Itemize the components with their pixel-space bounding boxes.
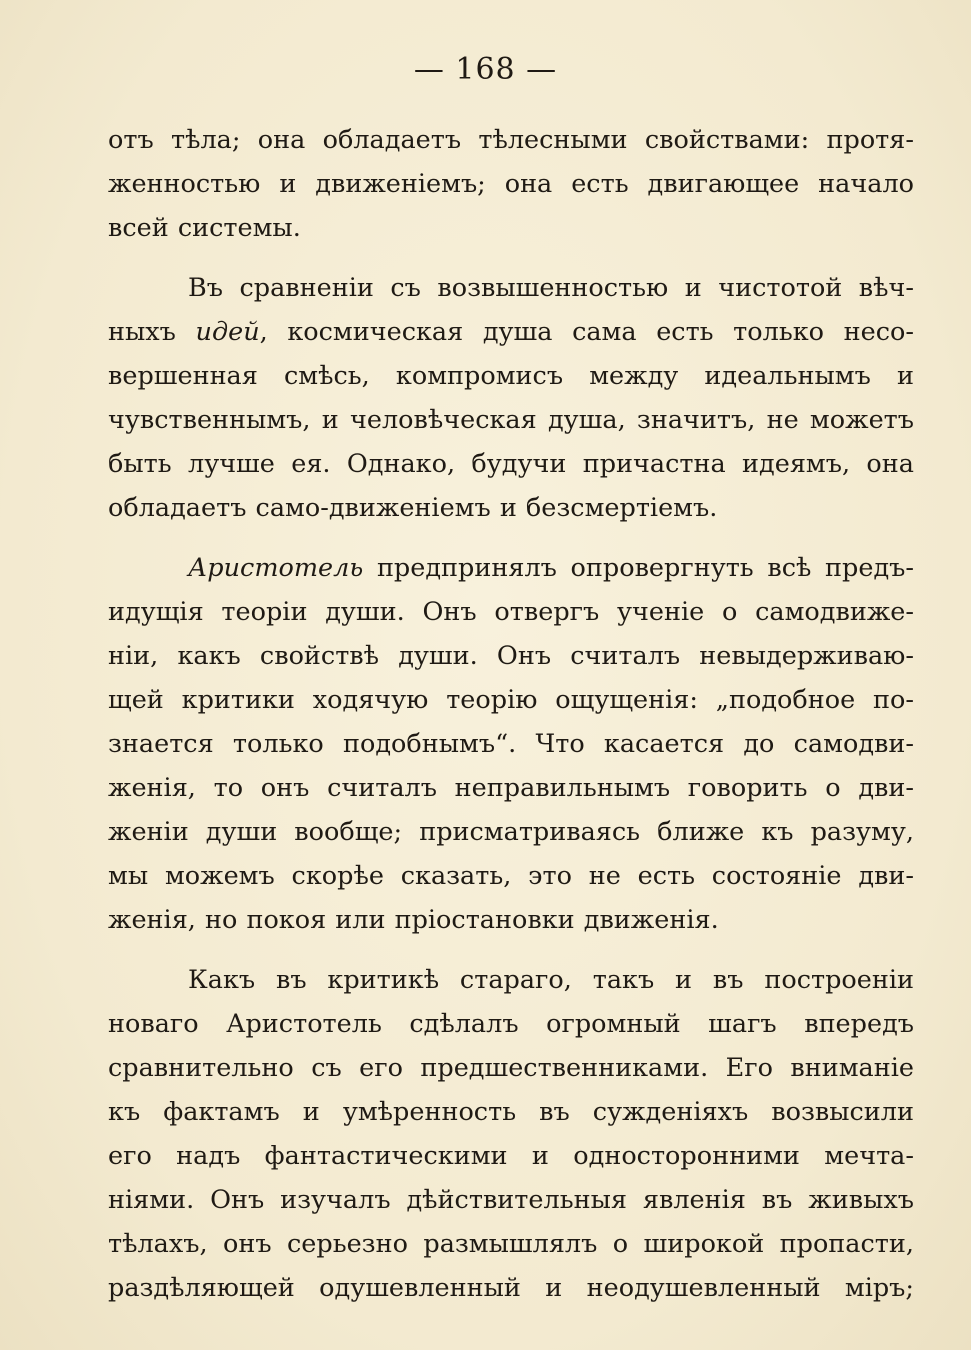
page-number: — 168 — [413,52,558,87]
text-line: обладаетъ само-движеніемъ и безсмертіемъ. [108,493,718,523]
text-line: идущія теоріи души. Онъ отвергъ ученіе о самодвиже- [108,597,914,627]
body-text [108,118,914,1310]
text-line: ныхъ идей, космическая душа сама есть только несо- [108,317,914,347]
paragraph-4 [108,958,914,1310]
text-line: женія, то онъ считалъ неправильнымъ говорить о дви- [108,773,914,803]
text-line: отъ тѣла; она обладаетъ тѣлесными свойствами: протя- [108,125,914,155]
text-line: къ фактамъ и умѣренность въ сужденіяхъ возвысили [108,1097,914,1127]
text-line: ніи, какъ свойствѣ души. Онъ считалъ невыдерживаю- [108,641,914,671]
text-line: Аристотель предпринялъ опровергнуть всѣ предъ- [188,553,914,583]
text-line: ніями. Онъ изучалъ дѣйствительныя явленія въ живыхъ [108,1185,914,1215]
paragraph-2 [108,266,914,530]
italic-term: идей [195,317,260,347]
text-line: щей критики ходячую теорію ощущенія: „подобное по- [108,685,914,715]
text-line: вершенная смѣсь, компромисъ между идеальнымъ и [108,361,914,391]
paragraph-1 [108,118,914,250]
text-line: сравнительно съ его предшественниками. Его вниманіе [108,1053,914,1083]
text-line: женностью и движеніемъ; она есть двигающее начало [108,169,914,199]
text-line: тѣлахъ, онъ серьезно размышлялъ о широкой пропасти, [108,1229,914,1259]
text-line: чувственнымъ, и человѣческая душа, значитъ, не можетъ [108,405,914,435]
text-line: быть лучше ея. Однако, будучи причастна идеямъ, она [108,449,914,479]
paragraph-3 [108,546,914,942]
text-line: женія, но покоя или пріостановки движенія. [108,905,719,935]
text-line: Какъ въ критикѣ стараго, такъ и въ построеніи [188,965,914,995]
text-line: всей системы. [108,213,301,243]
text-line: мы можемъ скорѣе сказать, это не есть состояніе дви- [108,861,914,891]
text-line: знается только подобнымъ“. Что касается до самодви- [108,729,914,759]
italic-term: Аристотель [188,553,364,583]
text-line: раздѣляющей одушевленный и неодушевленный міръ; [108,1273,914,1303]
text-line: женіи души вообще; присматриваясь ближе къ разуму, [108,817,914,847]
text-line: Въ сравненіи съ возвышенностью и чистотой вѣч- [188,273,914,303]
text-line: новаго Аристотель сдѣлалъ огромный шагъ впередъ [108,1009,914,1039]
text-line: его надъ фантастическими и односторонними мечта- [108,1141,914,1171]
